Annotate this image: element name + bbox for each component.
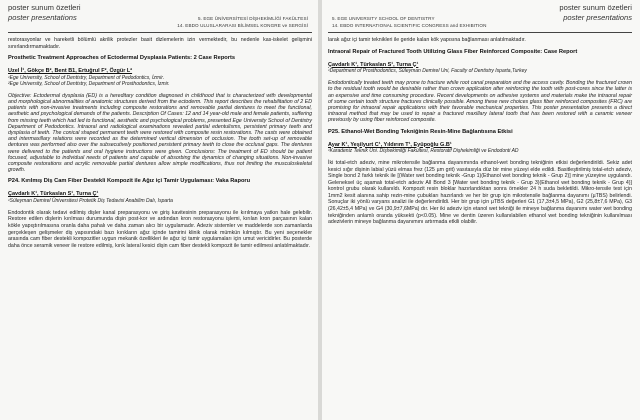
abstract-body-ectodermal-dysplasia: Objective: Ectodermal dysplasia (ED) is a hereditary condition diagnosed in childhood that is characterized with developmental and morphological abnormalities of anatomic structures derived from the ectoderm. This report describes the rehabilitation of 2 ED patients with non-invasive treatments including composite restorations and removable partial dentures to meet the functional, aesthetic and psychological demands of the patients. Description Of Cases: 12 and 14 year-old male and female patients, suffering from missing teeth which had led to functional, aesthetic and psychological problems, presented Ege University School of Dentistry Department of Pedodontics. Intraoral and radiological examinations revealed partial edentulisms, persistent primary teeth and dysplasia of teeth. The conical shaped permanent teeth were restored with composite resin restorations. The casts were obtained and intermaxillary relations were recorded as the determined vertical dimension of occlusion. The tooth set-up of removable dentures was performed also over the subsecutively positioned persistent primary teeth to close the occlusal gaps. The dentures were delivered to the patients and oral hygiene instructions were given. Conclusions: The treatment of ED should be patient focused, adjustable to individual needs of patients and capable of absorbing the dynamics of changing situations. Non-invasive composite restorations and acrylic removable partial dentures allow simple modifications, thus not limiting the musculoskeletal growth. bbox=[8, 92, 312, 174]
right-page bbox=[322, 0, 640, 420]
right-header-label-en: poster presentations bbox=[563, 13, 632, 22]
abstract-title-intraoral-repair: Intraoral Repair of Fractured Tooth Utilizing Glass Fiber Reinforced Composite: Case Report bbox=[328, 48, 578, 55]
abstract-affiliation-p24: ¹Süleyman Demirel Üniversitesi Protetik Diş Tedavisi Anabilim Dalı, Isparta bbox=[8, 197, 173, 204]
right-conference-line-2: 14. EBDO INTERNATIONAL SCIENTIFIC CONGRESS and EXHIBITION bbox=[332, 23, 487, 28]
abstract-body-p25: İki total-etch adeziv, mine mikrotensile bağlanma dayanımında ethanol-wet bonding tekniğinin etkisi değerlendirildi. Sekiz adet kesici sığır dişinin labial yüzü elmas frez (125 µm grit) vasıtasıyla düz bir mine yüzeyi elde edildi. Basitleştirilmiş total-etch adeziv, Single bond 2 farklı teknik ile [(Water wet bonding teknik -Grup 1)(Ethanol wet bonding teknik - Grup 2)] mine yüzeyine uygulandı. Geleneksel üç aşamalı total-etch adeziv All Bond 3 [Water wet bonding teknik - Grup 3)(Ethanol wet bonding teknik - Grup 4)] kontrol grubu olarak kullanıldı. Kompozit resin bloklar hazırlandıktan sonra örnekler 24 h suda bekletildi. Mikro-tensile test için 1mm2 kesit alanına sahip rezin-mine çubukları hazırlandı ve her bir grup için mikrotensile bağlanma dayanımı (µTBS) belirlendi. Sonuçlar iki yönlü varyans analizi ile değerlendirildi. Her bir grup için µTBS değerleri G1 (17,3±4,5 MPa), G2 (25,8±7,6 MPa), G3 (26,42±5,4 MPa) ve G4 (30,9±7,6MPa) dır. Her iki adeziv için etanol wet tekniği ile mineye bağlanma dayanımı water wet bonding tekniğinden anlamlı oranda yüksekti (p<0.05). Mine ve dentin üzeren kullanılabilen ethanol wet bonding tekniğinin kullanılması adezivlerin mineye bağlanma dayanımını artırmada etkili olabilir. bbox=[328, 160, 632, 226]
right-intro-text: larak ağız içi tamir teknikleri ile geride kalan kök yapısına bağlanması anlatılmaktadır. bbox=[328, 37, 526, 43]
abstract-authors-intraoral-repair: Çavdarlı K¹, Türkaslan S¹, Turna Ç¹ bbox=[328, 61, 419, 68]
left-running-head bbox=[8, 2, 312, 33]
abstract-affiliation-2: ²Ege University, School of Dentistry, Department of Prosthodontics, İzmir. bbox=[8, 80, 170, 87]
left-page bbox=[0, 0, 318, 420]
abstract-authors-p25: Ayar K¹, Yeşilyurt C¹, Yıldırım T¹, Eyüpoğlu G.B¹ bbox=[328, 141, 452, 148]
abstract-body-p24: Endodontik olarak tedavi edilmiş dişler kanal preparasyonu ve giriş kavitesinin preparasyonu ile kırılmaya yatkın hale gelebilir. Restore edilen dişlerin kırılması durumunda dişin post-kor ve ardından kron restorasyonu işlemi, kırılan kron parçasının kalan kökle yapıştırılmasına oranla daha pahalı ve daha zaman alıcı bir uygulamadır. Adeziv sistemler ve maddelerde son zamanlarda gerçekleşen gelişmeler diş yapısındaki bazı kırıkların ağız içinde tamirini klinik olarak mümkün kılmıştır. Bu yeni seçenekler arasında cam fiber destekli kompozitler uygun mekanik özellikleri ile ağız içi tamir uygulamaları için umut vericidirler. Bu posterde daha önce seramik veneer ile restore edilmiş, kırık lateral kesici dişin cam fiber destekli kompozit ile tamir edilmesi anlatılmaktadır. bbox=[8, 209, 312, 249]
abstract-affiliation-intraoral-repair: ¹Department of Prosthodontics, Süleyman Demirel Uni, Faculty of Dentistry Isparta,Turkey bbox=[328, 68, 527, 75]
left-conference-line-1: 5. EGE ÜNİVERSİTESİ DİŞHEKİMLİĞİ FAKÜLTESİ bbox=[197, 16, 308, 21]
right-header-label-tr: poster sunum özetleri bbox=[559, 3, 632, 12]
abstract-title-p24: P24. Kırılmış Diş Cam Fiber Destekli Kompozit ile Ağız içi Tamir Uygulaması: Vaka Raporu bbox=[8, 178, 251, 185]
left-header-label-tr: poster sunum özetleri bbox=[8, 3, 81, 12]
abstract-title-p25: P25. Ethanol-Wet Bonding Tekniğinin Resin-Mine Bağlantısına Etkisi bbox=[328, 128, 513, 135]
abstract-affiliation-1: ¹Ege University, School of Dentistry, Department of Pedodontics, İzmir. bbox=[8, 74, 165, 81]
right-running-head bbox=[328, 2, 632, 33]
abstract-authors-p24: Çavdarlı K¹, Türkaslan S¹, Turna Ç¹ bbox=[8, 191, 99, 198]
left-intro-text: restorasyonlar ve hareketli bölümlü akrilik protezler basit dizlemelerin izin vermektedir, bu nedenle kas-iskelet gelişmini sınırlandırmamaktadır. bbox=[8, 37, 312, 50]
abstract-affiliation-p25: ¹Karadeniz Teknik Üni. Dişhekimliği Fakültesi, Restoratif Dişhekimliği ve Endodonti AD bbox=[328, 148, 519, 155]
left-header-label-en: poster presentations bbox=[8, 13, 77, 22]
abstract-body-intraoral-repair: Endodontically treated teeth may prone to fracture while root canal preparation and the access cavity. Bonding the fractured crown to the residual tooth would be desirable rather than crown application after reinforcing the tooth with post-cores since the latter is an expensive and time consuming procedure. Recent developments on adhesive systems and materials make the intraoral repair of some certain tooth structure fractures clinically possible. Among these new choices glass fiber reinforced composites (FRC) are promising for intraoral repair applications with their favorable mechanical properties. This poster presentation presents a direct intraoral method that may be used to repair a fractured maxillary lateral tooth that has been restored with a ceramic veneer previously by using fiber reinforced composite. bbox=[328, 80, 632, 124]
abstract-authors-ectodermal-dysplasia: Uzel İ¹, Gökçe B², Bent B1, Ertuğrul F², Özgür L² bbox=[8, 68, 133, 75]
left-conference-line-2: 14. EBDO ULUSLARARASI BİLİMSEL KONGRE ve SERGİSİ bbox=[177, 23, 308, 28]
abstract-title-ectodermal-dysplasia: Prosthetic Treatment Approaches of Ectodermal Dysplasia Patients: 2 Case Reports bbox=[8, 55, 236, 62]
right-conference-line-1: 5. EGE UNIVERSITY SCHOOL OF DENTISTRY bbox=[332, 16, 435, 21]
